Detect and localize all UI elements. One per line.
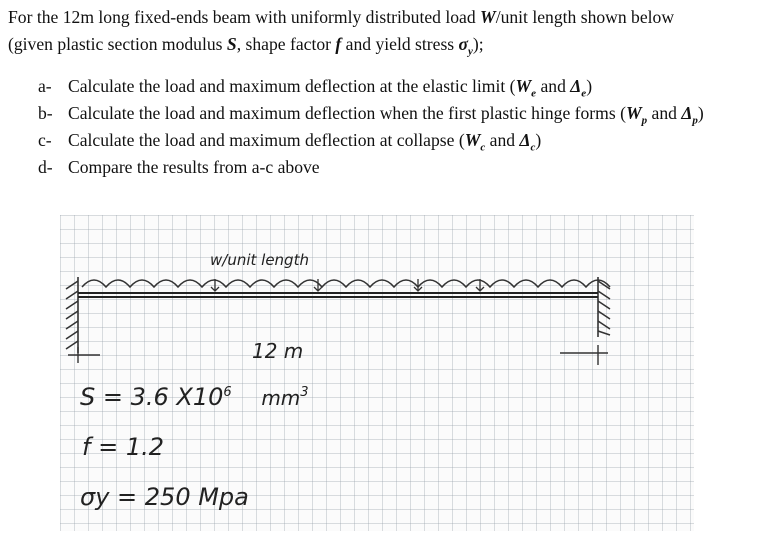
beam — [78, 293, 598, 297]
item-label: c- — [38, 130, 52, 150]
yield-stress-value: σy = 250 Mpa — [80, 483, 249, 511]
symbol-delta: Δ — [519, 130, 531, 150]
symbol-sub: c — [480, 141, 486, 154]
modulus-exponent: 6 — [223, 385, 232, 400]
item-text-part: Calculate the load and maximum deflection when the first plastic hinge forms ( — [68, 103, 626, 123]
symbol-S: S — [226, 34, 237, 54]
symbol-W: W — [515, 76, 532, 96]
load-label: w/unit length — [210, 251, 309, 269]
symbol-sub: p — [692, 114, 698, 127]
item-text-part: Calculate the load and maximum deflection at the elastic limit ( — [68, 76, 516, 96]
symbol-W: W — [464, 130, 481, 150]
item-label: b- — [38, 103, 53, 123]
symbol-f: f — [335, 34, 342, 54]
list-item-d — [38, 154, 774, 181]
item-text — [68, 127, 774, 154]
item-text-part: ) — [697, 103, 704, 123]
span-label: 12 m — [252, 339, 304, 363]
unit-exponent: 3 — [300, 385, 309, 400]
symbol-sub: p — [641, 114, 648, 127]
item-label: d- — [38, 157, 53, 177]
problem-intro — [8, 4, 774, 58]
question-list — [38, 73, 774, 181]
left-fixed-support — [66, 277, 78, 353]
symbol-sub: c — [530, 141, 536, 154]
udl-curls — [82, 280, 610, 287]
list-item-c — [38, 127, 774, 154]
symbol-delta: Δ — [681, 103, 693, 123]
item-text-part: ) — [535, 130, 542, 150]
span-dimension — [68, 345, 608, 365]
symbol-sub: e — [531, 87, 537, 100]
list-item-b — [38, 100, 774, 127]
intro-line-2 — [8, 31, 774, 58]
item-text — [68, 100, 774, 127]
intro-text: (given plastic section modulus — [8, 34, 227, 54]
intro-text: /unit length shown below — [495, 7, 675, 27]
intro-text: For the 12m long fixed-ends beam with uniformly distributed load — [8, 7, 481, 27]
intro-text: ); — [472, 34, 484, 54]
symbol-W: W — [625, 103, 642, 123]
item-text-part: and — [485, 130, 520, 150]
item-text-part: and — [536, 76, 571, 96]
section-modulus-value — [80, 383, 309, 411]
item-text-part: and — [647, 103, 682, 123]
item-text — [68, 73, 774, 100]
item-label: a- — [38, 76, 52, 96]
list-item-a — [38, 73, 774, 100]
shape-factor-value: f = 1.2 — [82, 433, 164, 461]
symbol-sub: y — [468, 45, 473, 58]
intro-text: and yield stress — [341, 34, 459, 54]
item-text-part: ) — [586, 76, 593, 96]
item-text: Compare the results from a-c above — [68, 157, 320, 177]
beam-sketch — [60, 215, 694, 531]
symbol-sigma: σ — [458, 34, 469, 54]
item-text-part: Calculate the load and maximum deflection at collapse ( — [68, 130, 465, 150]
symbol-delta: Δ — [570, 76, 582, 96]
intro-text: , shape factor — [236, 34, 336, 54]
intro-line-1 — [8, 4, 774, 31]
modulus-value: S = 3.6 X10 — [80, 383, 224, 411]
modulus-unit: mm — [261, 386, 301, 410]
symbol-sub: e — [581, 87, 587, 100]
symbol-W: W — [480, 7, 496, 27]
